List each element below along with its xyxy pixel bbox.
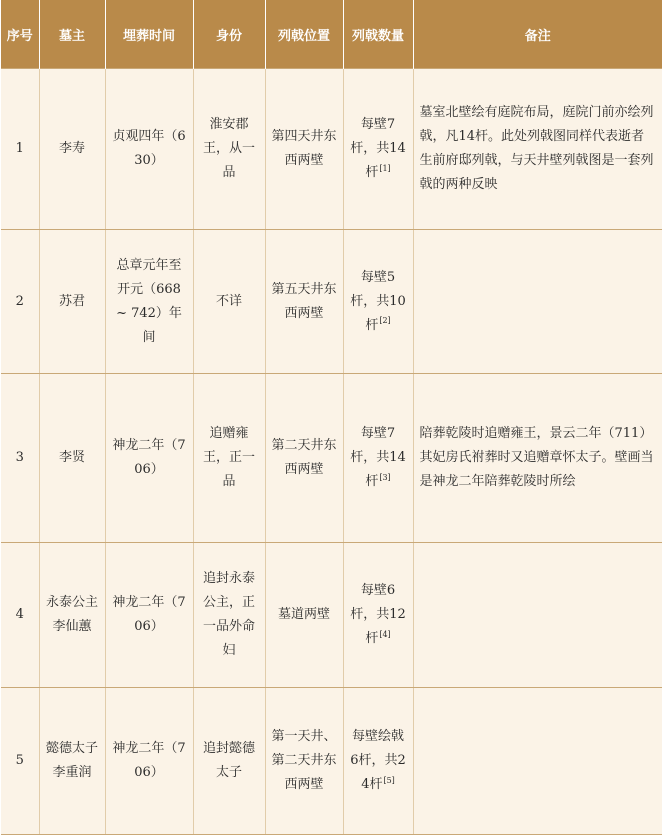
header-position: 列戟位置 <box>265 0 343 69</box>
cell-position: 第二天井东西两壁 <box>265 374 343 543</box>
cell-owner: 苏君 <box>39 230 105 374</box>
cell-owner: 永泰公主李仙蕙 <box>39 543 105 688</box>
table-row <box>1 69 662 230</box>
cell-identity: 追封懿德太子 <box>193 688 265 835</box>
cell-burial-time: 贞观四年（630） <box>105 69 193 230</box>
cell-note: 墓室北壁绘有庭院布局，庭院门前亦绘列戟，凡14杆。此处列戟图同样代表逝者生前府邸列戟，与天井壁列戟图是一套列戟的两种反映 <box>413 69 662 230</box>
table-row <box>1 543 662 688</box>
header-owner: 墓主 <box>39 0 105 69</box>
cell-owner: 李寿 <box>39 69 105 230</box>
cell-note <box>413 688 662 835</box>
quantity-text: 每壁6杆，共12杆 <box>350 583 406 646</box>
footnote-ref: [3] <box>379 472 391 482</box>
cell-position: 墓道两壁 <box>265 543 343 688</box>
quantity-text: 每壁绘戟6杆，共24杆 <box>350 729 406 792</box>
cell-position: 第四天井东西两壁 <box>265 69 343 230</box>
header-index: 序号 <box>1 0 39 69</box>
table-row <box>1 230 662 374</box>
cell-position: 第一天井、第二天井东西两壁 <box>265 688 343 835</box>
quantity-text: 每壁7杆，共14杆 <box>350 426 406 489</box>
footnote-ref: [5] <box>383 775 395 785</box>
cell-burial-time: 总章元年至开元（668 ~ 742）年间 <box>105 230 193 374</box>
header-identity: 身份 <box>193 0 265 69</box>
footnote-ref: [1] <box>379 163 391 173</box>
footnote-ref: [4] <box>379 629 391 639</box>
quantity-text: 每壁7杆，共14杆 <box>350 117 406 180</box>
table-row <box>1 688 662 835</box>
header-quantity: 列戟数量 <box>343 0 413 69</box>
cell-identity: 追封永泰公主，正一品外命妇 <box>193 543 265 688</box>
cell-index: 4 <box>1 543 39 688</box>
burial-halberd-table <box>1 0 662 835</box>
footnote-ref: [2] <box>379 316 391 326</box>
header-burial-time: 埋葬时间 <box>105 0 193 69</box>
table-row <box>1 374 662 543</box>
cell-burial-time: 神龙二年（706） <box>105 688 193 835</box>
cell-identity: 淮安郡王，从一品 <box>193 69 265 230</box>
cell-quantity <box>343 230 413 374</box>
cell-owner: 李贤 <box>39 374 105 543</box>
cell-index: 5 <box>1 688 39 835</box>
cell-position: 第五天井东西两壁 <box>265 230 343 374</box>
cell-burial-time: 神龙二年（706） <box>105 374 193 543</box>
cell-index: 1 <box>1 69 39 230</box>
cell-identity: 不详 <box>193 230 265 374</box>
header-note: 备注 <box>413 0 662 69</box>
cell-quantity <box>343 688 413 835</box>
cell-owner: 懿德太子李重润 <box>39 688 105 835</box>
cell-identity: 追赠雍王，正一品 <box>193 374 265 543</box>
cell-note: 陪葬乾陵时追赠雍王，景云二年（711）其妃房氏祔葬时又追赠章怀太子。壁画当是神龙二年陪葬乾陵时所绘 <box>413 374 662 543</box>
quantity-text: 每壁5杆，共10杆 <box>350 269 406 333</box>
header-row <box>1 0 662 69</box>
cell-note <box>413 230 662 374</box>
cell-index: 3 <box>1 374 39 543</box>
cell-note <box>413 543 662 688</box>
cell-burial-time: 神龙二年（706） <box>105 543 193 688</box>
cell-quantity <box>343 374 413 543</box>
cell-quantity <box>343 543 413 688</box>
cell-quantity <box>343 69 413 230</box>
cell-index: 2 <box>1 230 39 374</box>
